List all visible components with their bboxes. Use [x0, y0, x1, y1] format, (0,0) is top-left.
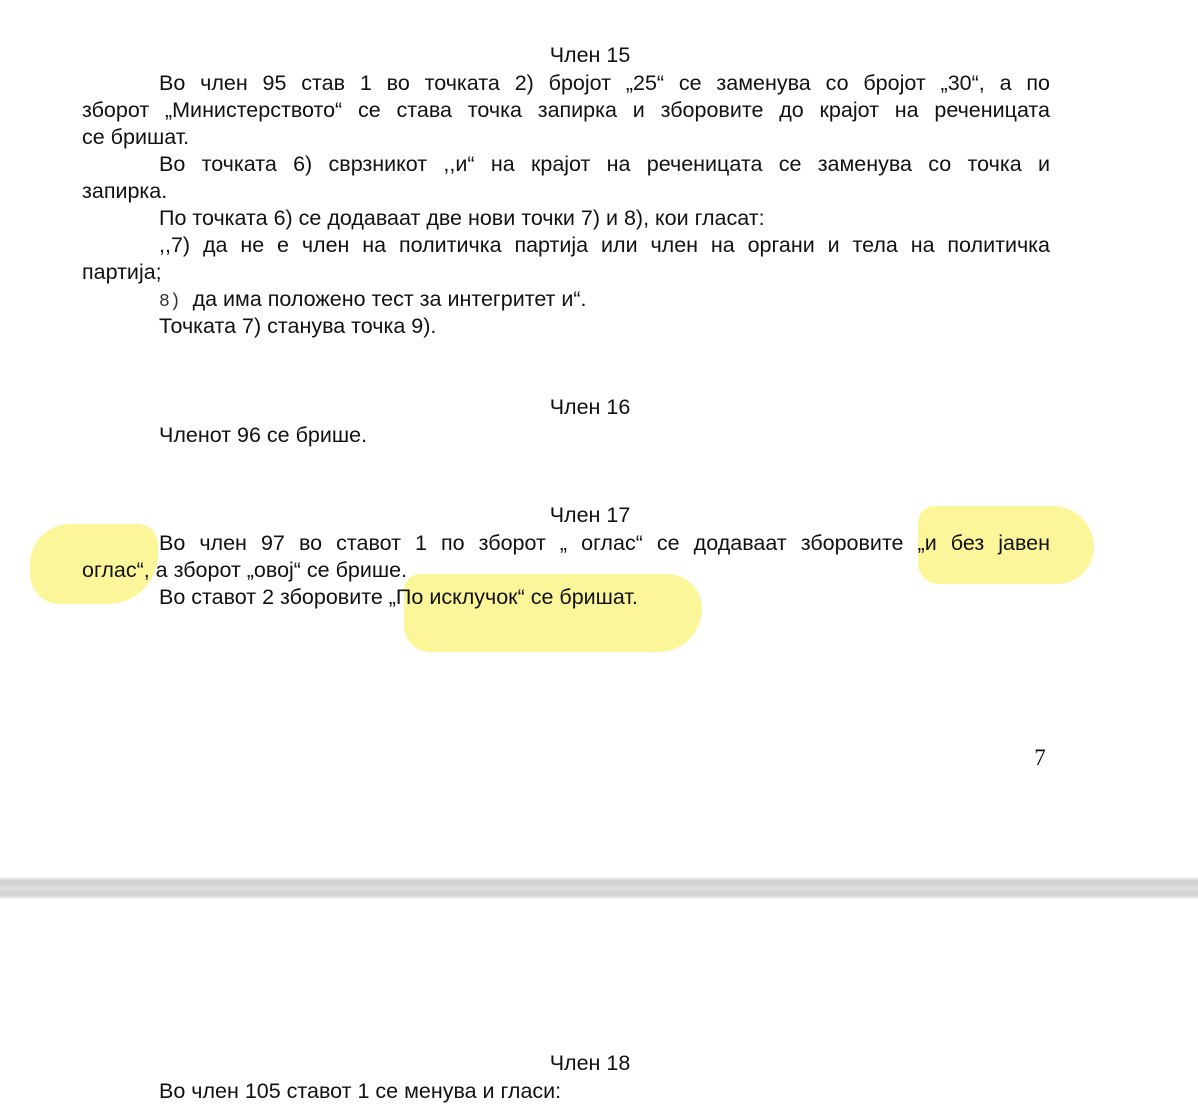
paragraph-line: Во ставот 2 зборовите „По исклучок“ се бришат.	[159, 585, 638, 609]
paragraph-line: запирка.	[82, 179, 168, 203]
article-16-heading: Член 16	[549, 395, 631, 419]
paragraph-line	[159, 286, 1050, 313]
page-separator	[0, 876, 1198, 900]
paragraph-line: Точката 7) станува точка 9).	[159, 314, 437, 338]
article-18-heading: Член 18	[549, 1051, 631, 1075]
paragraph-line: Членот 96 се брише.	[159, 423, 368, 447]
paragraph-line: Во точката 6) сврзникот ,,и“ на крајот на реченицата се заменува со точка и	[159, 152, 1050, 176]
item-text: да има положено тест за интегритет и“.	[192, 287, 587, 311]
paragraph-line: Во член 97 во ставот 1 по зборот „ оглас“ се додаваат зборовите „и без јавен	[159, 531, 1050, 555]
paragraph-line: По точката 6) се додаваат две нови точки 7) и 8), кои гласат:	[159, 206, 765, 230]
page-number: 7	[1034, 745, 1046, 770]
paragraph-line: Во член 105 ставот 1 се менува и гласи:	[159, 1079, 562, 1103]
document-page-8	[0, 900, 1198, 1112]
article-17-heading: Член 17	[549, 503, 631, 527]
paragraph-line: зборот „Министерството“ се става точка запирка и зборовите до крајот на реченицата	[82, 98, 1050, 122]
paragraph-line: Во член 95 став 1 во точката 2) бројот „25“ се заменува со бројот „30“, а по	[159, 71, 1050, 95]
paragraph-line: ,,7) да не е член на политичка партија или член на органи и тела на политичка	[159, 233, 1050, 257]
item-number: 8)	[159, 292, 181, 312]
paragraph-line: оглас“, а зборот „овој“ се брише.	[82, 558, 408, 582]
paragraph-line: се бришат.	[82, 125, 190, 149]
paragraph-line: партија;	[82, 260, 162, 284]
article-15-heading: Член 15	[549, 43, 631, 67]
